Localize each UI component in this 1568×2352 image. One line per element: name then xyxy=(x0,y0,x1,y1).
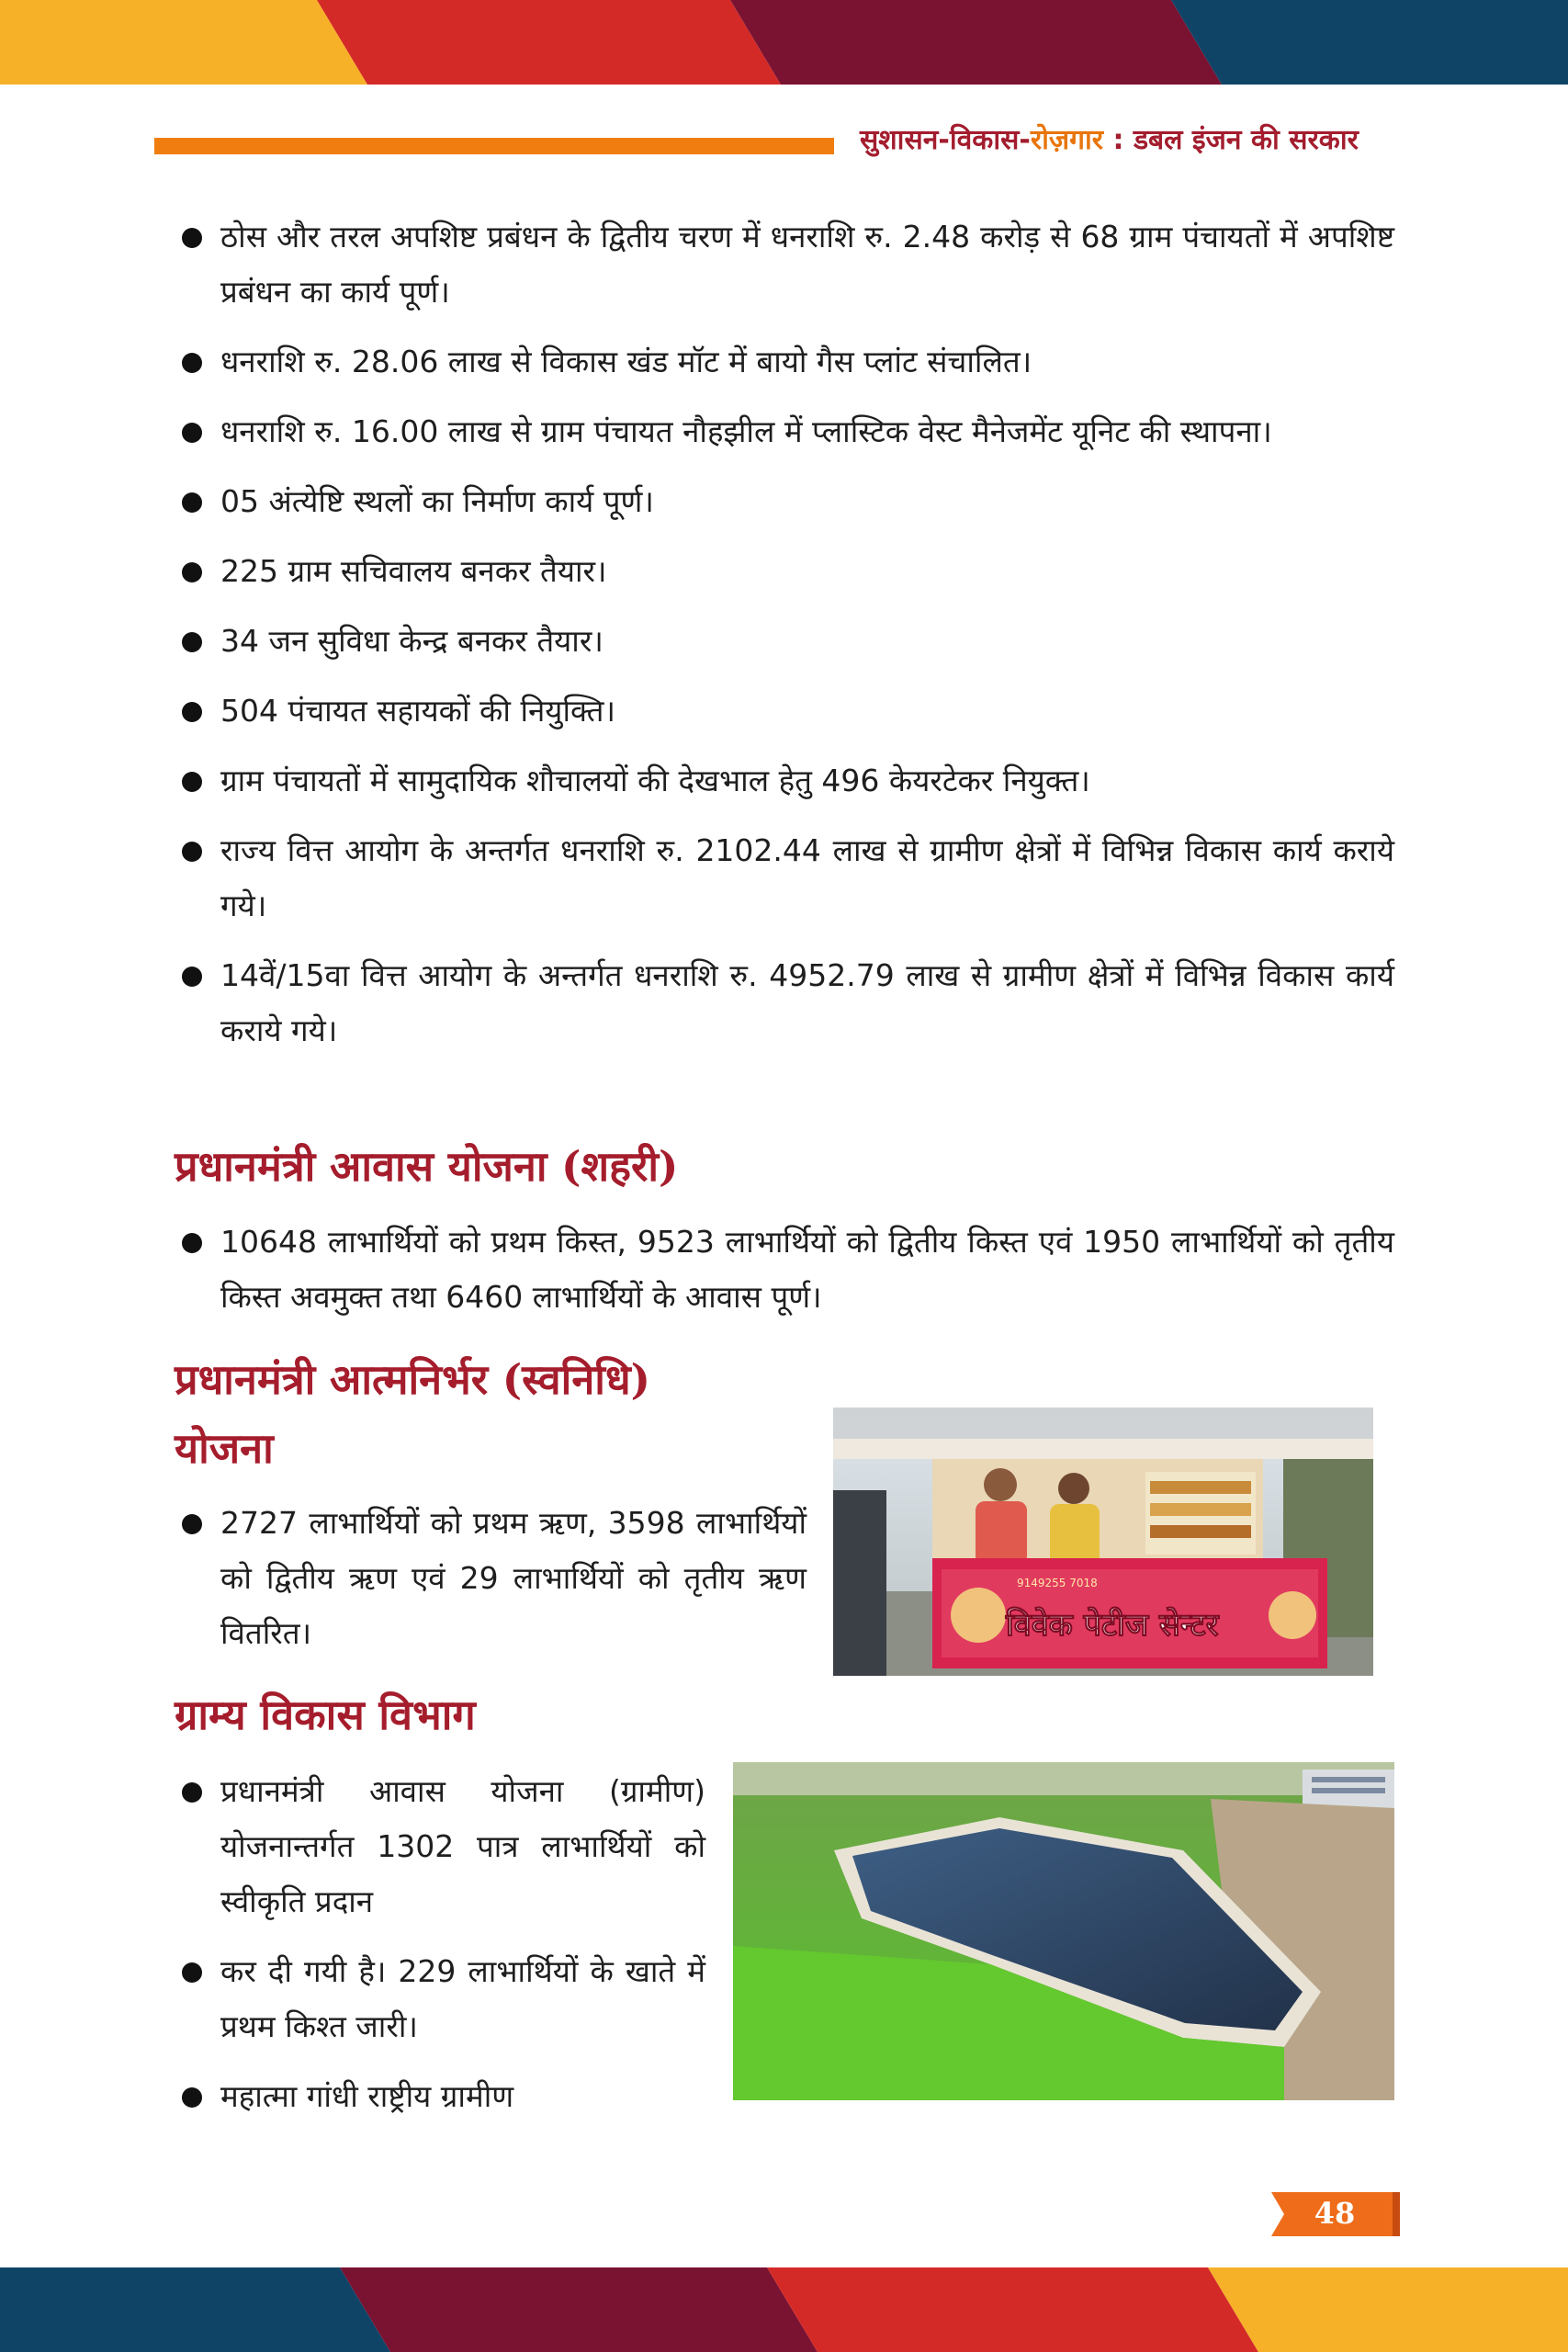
bottom-color-band xyxy=(0,2267,1568,2352)
bullet-dot-icon xyxy=(182,228,202,248)
bullet-item xyxy=(161,684,1394,739)
section-heading-svanidhi-line2: योजना xyxy=(175,1424,274,1473)
header-accent-bar xyxy=(154,138,834,154)
bullet-text: ग्राम पंचायतों में सामुदायिक शौचालयों की देखभाल हेतु 496 केयरटेकर नियुक्त। xyxy=(220,763,1090,798)
bullet-dot-icon xyxy=(182,1962,202,1983)
band-navy-segment xyxy=(1171,0,1568,85)
page-header-title: सुशासन-विकास-रोज़गार : डबल इंजन की सरकार xyxy=(860,124,1359,156)
bullet-text: कर दी गयी है। 229 लाभार्थियों के खाते में प्रथम किश्त जारी। xyxy=(220,1953,705,2044)
section-heading-pmay-urban: प्रधानमंत्री आवास योजना (शहरी) xyxy=(175,1142,679,1191)
bullet-item xyxy=(161,614,1394,669)
page-number: 48 xyxy=(1314,2196,1356,2231)
page-number-label-wrap xyxy=(1271,2192,1407,2236)
band-red-segment xyxy=(317,0,781,85)
bullet-dot-icon xyxy=(182,967,202,987)
bullet-item xyxy=(161,334,1394,390)
bullet-dot-icon xyxy=(182,353,202,373)
bullet-dot-icon xyxy=(182,562,202,582)
band-maroon-segment xyxy=(340,2267,818,2352)
street-vendor-stall-photo xyxy=(833,1408,1373,1676)
rural-development-list xyxy=(161,1764,705,2139)
bullet-text: 2727 लाभार्थियों को प्रथम ऋण, 3598 लाभार्थियों को द्वितीय ऋण एवं 29 लाभार्थियों को तृतीय ऋण वितरित। xyxy=(220,1505,807,1651)
band-red-segment xyxy=(767,2267,1258,2352)
bullet-item xyxy=(161,404,1394,459)
achievements-list xyxy=(161,209,1394,1073)
bullet-text: ठोस और तरल अपशिष्ट प्रबंधन के द्वितीय चरण में धनराशि रु. 2.48 करोड़ से 68 ग्राम पंचायतों में अपशिष्ट प्रबंधन का कार्य पूर्ण। xyxy=(220,219,1394,310)
bullet-item xyxy=(161,2069,705,2124)
bullet-dot-icon xyxy=(182,2087,202,2108)
pmay-urban-list xyxy=(161,1215,1394,1340)
bullet-dot-icon xyxy=(182,842,202,862)
bullet-item xyxy=(161,1764,705,1929)
band-yellow-segment xyxy=(1208,2267,1568,2352)
svanidhi-list xyxy=(161,1496,807,1676)
bullet-text: राज्य वित्त आयोग के अन्तर्गत धनराशि रु. 2102.44 लाख से ग्रामीण क्षेत्रों में विभिन्न विकास कार्य कराये गये। xyxy=(220,832,1394,923)
bullet-dot-icon xyxy=(182,772,202,792)
bullet-text: धनराशि रु. 28.06 लाख से विकास खंड मॉट में बायो गैस प्लांट संचालित। xyxy=(220,344,1032,379)
signboard-phone-text: 9149255 7018 xyxy=(1017,1577,1098,1589)
pond-landscape-photo xyxy=(733,1762,1394,2100)
band-yellow-segment xyxy=(0,0,367,85)
bullet-item xyxy=(161,1215,1394,1325)
bullet-dot-icon xyxy=(182,1233,202,1253)
section-heading-svanidhi-line1: प्रधानमंत्री आत्मनिर्भर (स्वनिधि) xyxy=(175,1355,650,1404)
bullet-text: 05 अंत्येष्टि स्थलों का निर्माण कार्य पूर्ण। xyxy=(220,483,654,519)
bullet-item xyxy=(161,948,1394,1058)
band-maroon-segment xyxy=(730,0,1222,85)
bullet-dot-icon xyxy=(182,492,202,513)
bullet-text: धनराशि रु. 16.00 लाख से ग्राम पंचायत नौहझील में प्लास्टिक वेस्ट मैनेजमेंट यूनिट की स्थापना। xyxy=(220,413,1272,449)
section-heading-rural-development: ग्राम्य विकास विभाग xyxy=(175,1690,476,1739)
bullet-dot-icon xyxy=(182,1514,202,1534)
band-navy-segment xyxy=(0,2267,390,2352)
bullet-item xyxy=(161,823,1394,933)
bullet-text: 34 जन सुविधा केन्द्र बनकर तैयार। xyxy=(220,623,604,659)
bullet-item xyxy=(161,474,1394,529)
bullet-item xyxy=(161,753,1394,808)
bullet-text: 225 ग्राम सचिवालय बनकर तैयार। xyxy=(220,553,607,589)
bullet-text: महात्मा गांधी राष्ट्रीय ग्रामीण xyxy=(220,2078,514,2114)
bullet-dot-icon xyxy=(182,702,202,722)
bullet-text: 504 पंचायत सहायकों की नियुक्ति। xyxy=(220,693,615,729)
bullet-text: प्रधानमंत्री आवास योजना (ग्रामीण) योजनान्तर्गत 1302 पात्र लाभार्थियों को स्वीकृति प्रदान xyxy=(220,1773,705,1919)
bullet-item xyxy=(161,1944,705,2054)
bullet-item xyxy=(161,1496,807,1661)
bullet-dot-icon xyxy=(182,632,202,652)
bullet-text: 14वें/15वा वित्त आयोग के अन्तर्गत धनराशि रु. 4952.79 लाख से ग्रामीण क्षेत्रों में विभिन्न विकास कार्य कराये गये। xyxy=(220,957,1394,1048)
top-color-band xyxy=(0,0,1568,85)
bullet-dot-icon xyxy=(182,423,202,443)
bullet-dot-icon xyxy=(182,1782,202,1803)
bullet-item xyxy=(161,209,1394,320)
bullet-item xyxy=(161,544,1394,599)
signboard-title-text: विवेक पेटीज सेन्टर xyxy=(1006,1607,1219,1644)
bullet-text: 10648 लाभार्थियों को प्रथम किस्त, 9523 लाभार्थियों को द्वितीय किस्त एवं 1950 लाभार्थियों को तृतीय किस्त अवमुक्त तथा 6460 लाभार्थियों के आवास पूर्ण। xyxy=(220,1224,1394,1315)
